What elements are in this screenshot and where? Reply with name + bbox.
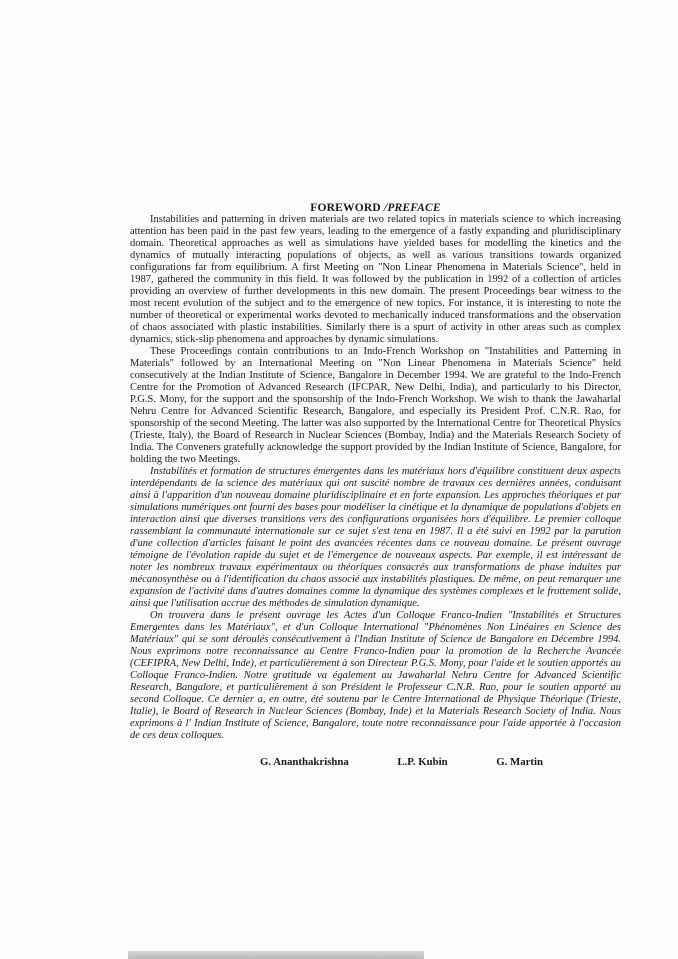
title-preface: /PREFACE [380, 202, 441, 214]
signature-ananthakrishna: G. Ananthakrishna [260, 756, 349, 768]
paragraph-french-2: On trouvera dans le présent ouvrage les Actes d'un Colloque Franco-Indien "Instabilités et Structures Emergentes dans les Matériaux", et d'un Colloque International "Phénomènes Non Linéaires en Science des Matériaux" qui se sont déroulés consécutivement à l'Indian Institute of Science de Bangalore en Décembre 1994. Nous exprimons notre reconnaissance au Centre Franco-Indien pour la promotion de la Recherche Avancée (CEFIPRA, New Delhi, Inde), et particulièrement à son Directeur P.G.S. Mony, pour l'aide et le soutien apportés au Colloque Franco-Indien. Notre gratitude va également au Jawaharlal Nehru Centre for Advanced Scientific Research, Bangalore, et particulièrement à son Président le Professeur C.N.R. Rao, pour le soutien apporté au second Colloque. Ce dernier a, en outre, été soutenu par le Centre International de Physique Théorique (Trieste, Italie), le Board of Research in Nuclear Sciences (Bombay, Inde) et la Materials Research Society of India. Nous exprimons à l' Indian Institute of Science, Bangalore, toute notre reconnaissance pour l'aide apportée à l'occasion de ces deux colloques. [130, 610, 621, 741]
text-column [130, 0, 621, 768]
page-title [130, 202, 621, 214]
paragraph-french-1: Instabilités et formation de structures émergentes dans les matériaux hors d'équilibre constituent deux aspects interdépendants de la science des matériaux qui ont suscité nombre de travaux ces dernières années, conduisant ainsi à l'apparition d'un nouveau domaine pluridisciplinaire et en forte expansion. Les approches théoriques et par simulations numériques ont fourni des bases pour modéliser la cinétique et la dynamique de populations d'objets en interaction ainsi que diverses transitions vers des configurations organisées hors d'équilibre. Le premier colloque rassemblant la communauté internationale sur ce sujet s'est tenu en 1987. Il a été suivi en 1992 par la parution d'une collection d'articles faisant le point des avancées récentes dans ce nouveau domaine. Le présent ouvrage témoigne de l'évolution rapide du sujet et de l'émergence de nouveaux aspects. Par exemple, il est intéressant de noter les nombreux travaux expérimentaux ou théoriques consacrés aux transformations de phase induites par mécanosynthèse ou à l'identification du chaos associé aux instabilités plastiques. De même, on peut remarquer une expansion de l'activité dans d'autres domaines comme la dynamique des systèmes complexes et le frottement solide, ainsi que l'utilisation accrue des méthodes de simulation dynamique. [130, 466, 621, 609]
signature-kubin: L.P. Kubin [397, 756, 448, 768]
paragraph-english-1: Instabilities and patterning in driven materials are two related topics in materials science to which increasing attention has been paid in the past few years, leading to the emergence of a fastly expanding and pluridisciplinary domain. Theoretical approaches as well as simulations have yielded bases for modelling the kinetics and the dynamics of mutually interacting populations of objects, as well as various transitions towards organized configurations far from equilibrium. A first Meeting on "Non Linear Phenomena in Materials Science", held in 1987, gathered the community in this field. It was followed by the publication in 1992 of a collection of articles providing an overview of further developments in this new domain. The present Proceedings bear witness to the most recent evolution of the subject and to the emergence of new topics. For instance, it is interesting to note the number of theoretical or experimental works devoted to mechanically induced transformations and the observation of chaos associated with plastic instabilities. Similarly there is a spurt of activity in other areas such as complex dynamics, stick-slip phenomena and approaches by dynamic simulations. [130, 214, 621, 345]
title-foreword: FOREWORD [310, 202, 381, 214]
signature-row [130, 756, 621, 768]
scan-artifact-bar [128, 951, 424, 959]
paragraph-english-2: These Proceedings contain contributions to an Indo-French Workshop on "Instabilities and Patterning in Materials" followed by an International Meeting on "Non Linear Phenomena in Materials Science" held consecutively at the Indian Institute of Science, Bangalore in December 1994. We are grateful to the Indo-French Centre for the Promotion of Advanced Research (IFCPAR, New Delhi, India), and particularly to his Director, P.G.S. Mony, for the support and the sponsorship of the Indo-French Workshop. We wish to thank the Jawaharlal Nehru Centre for Advanced Scientific Research, Bangalore, and especially its President Prof. C.N.R. Rao, for sponsorship of the second Meeting. The latter was also supported by the International Centre for Theoretical Physics (Trieste, Italy), the Board of Research in Nuclear Sciences (Bombay, India) and the Materials Research Society of India. The Conveners gratefully acknowledge the support provided by the Indian Institute of Science, Bangalore, for holding the two Meetings. [130, 346, 621, 465]
signature-martin: G. Martin [496, 756, 543, 768]
